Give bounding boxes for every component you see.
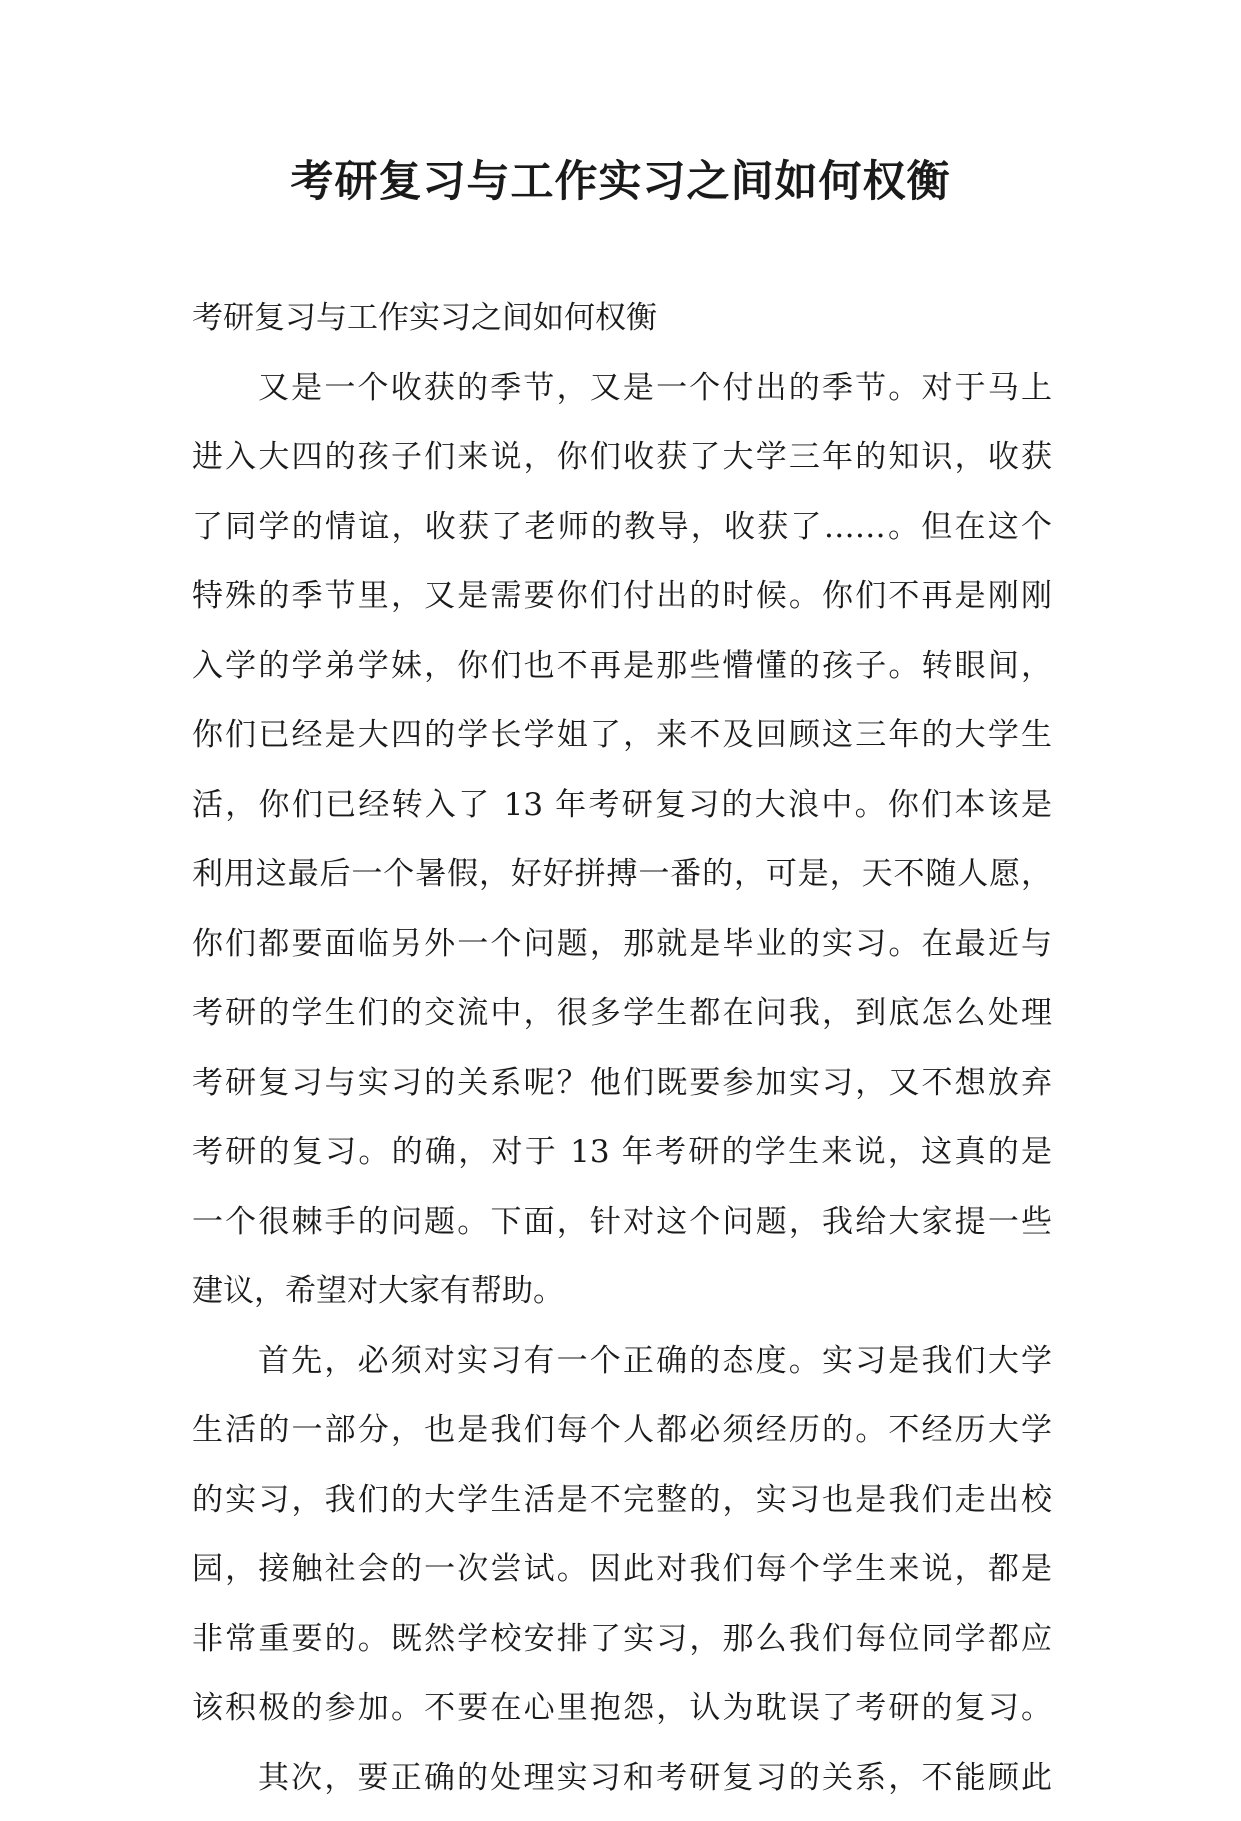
- body-text-line: 首先，必须对实习有一个正确的态度。实习是我们大学: [192, 1335, 1052, 1405]
- body-text-line: 进入大四的孩子们来说，你们收获了大学三年的知识，收获: [192, 431, 1052, 501]
- body-text-line: 建议，希望对大家有帮助。: [192, 1265, 1052, 1335]
- body-text-line: 生活的一部分，也是我们每个人都必须经历的。不经历大学: [192, 1404, 1052, 1474]
- body-text-line: 非常重要的。既然学校安排了实习，那么我们每位同学都应: [192, 1613, 1052, 1683]
- body-text-line: 该积极的参加。不要在心里抱怨，认为耽误了考研的复习。: [192, 1682, 1052, 1752]
- body-text-line: 考研复习与实习的关系呢？他们既要参加实习，又不想放弃: [192, 1057, 1052, 1127]
- body-text-line: 其次，要正确的处理实习和考研复习的关系，不能顾此: [192, 1752, 1052, 1821]
- body-text-line: 园，接触社会的一次尝试。因此对我们每个学生来说，都是: [192, 1543, 1052, 1613]
- body-text-line: 入学的学弟学妹，你们也不再是那些懵懂的孩子。转眼间，: [192, 640, 1052, 710]
- body-text-line: 特殊的季节里，又是需要你们付出的时候。你们不再是刚刚: [192, 570, 1052, 640]
- document-body: [192, 292, 1052, 1821]
- body-text-line: 一个很棘手的问题。下面，针对这个问题，我给大家提一些: [192, 1196, 1052, 1266]
- body-text-line: 你们已经是大四的学长学姐了，来不及回顾这三年的大学生: [192, 709, 1052, 779]
- body-text-line: 活，你们已经转入了 13 年考研复习的大浪中。你们本该是: [192, 779, 1052, 849]
- body-text-line: 利用这最后一个暑假，好好拼搏一番的，可是，天不随人愿，: [192, 848, 1052, 918]
- document-title: 考研复习与工作实习之间如何权衡: [0, 152, 1241, 212]
- body-text-line: 又是一个收获的季节，又是一个付出的季节。对于马上: [192, 362, 1052, 432]
- body-text-line: 你们都要面临另外一个问题，那就是毕业的实习。在最近与: [192, 918, 1052, 988]
- body-text-line: 的实习，我们的大学生活是不完整的，实习也是我们走出校: [192, 1474, 1052, 1544]
- body-text-line: 考研的复习。的确，对于 13 年考研的学生来说，这真的是: [192, 1126, 1052, 1196]
- body-text-line: 考研复习与工作实习之间如何权衡: [192, 292, 1052, 362]
- body-text-line: 了同学的情谊，收获了老师的教导，收获了……。但在这个: [192, 501, 1052, 571]
- body-text-line: 考研的学生们的交流中，很多学生都在问我，到底怎么处理: [192, 987, 1052, 1057]
